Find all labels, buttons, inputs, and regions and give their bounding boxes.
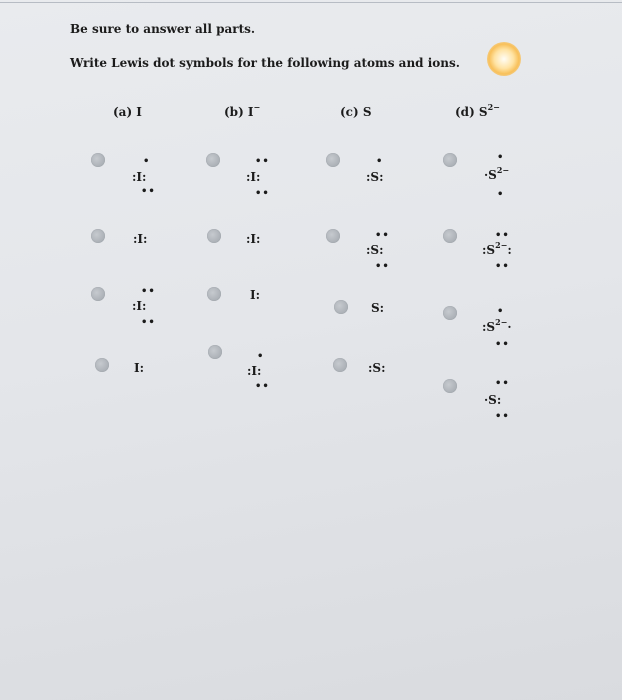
lewis-symbol-a4: I: [134,361,145,375]
dots-top: • [497,152,505,163]
lewis-symbol-c4: :S: [368,361,386,375]
lewis-symbol-d4: ·S: [484,393,502,407]
part-d-label: (d) $S^{2-}$ [455,102,500,119]
radio-b-option-1[interactable] [206,153,220,167]
radio-c-option-2[interactable] [326,229,340,243]
radio-d-option-4[interactable] [443,379,457,393]
lewis-symbol-b1: :I: [246,170,261,184]
radio-b-option-4[interactable] [208,345,222,359]
lewis-symbol-c1: :S: [366,170,384,184]
instruction-lewis: Write Lewis dot symbols for the following atoms and ions. [70,56,460,70]
radio-b-option-3[interactable] [207,287,221,301]
lewis-symbol-a2: :I: [133,232,148,246]
dots-bottom: •• [375,261,390,272]
light-glare [487,42,521,76]
lewis-symbol-a3: :I: [132,299,147,313]
dots-top: •• [495,230,510,241]
lewis-symbol-c3: S: [371,301,385,315]
page-top-border [0,2,622,3]
dots-top: •• [375,230,390,241]
radio-c-option-1[interactable] [326,153,340,167]
radio-a-option-3[interactable] [91,287,105,301]
radio-a-option-4[interactable] [95,358,109,372]
dots-bottom: •• [255,381,270,392]
dots-bottom: • [497,189,505,200]
radio-a-option-1[interactable] [91,153,105,167]
part-b-label: (b) I− [224,102,261,119]
dots-top: •• [255,156,270,167]
lewis-symbol-c2: :S: [366,243,384,257]
dots-bottom: •• [141,186,156,197]
lewis-symbol-b3: I: [250,288,261,302]
lewis-symbol-d2: $:S^{2-}$: [482,240,512,257]
lewis-symbol-a1: :I: [132,170,147,184]
instruction-answer-all: Be sure to answer all parts. [70,22,256,36]
dots-bottom: •• [495,261,510,272]
dots-top: • [376,156,384,167]
dots-bottom: •• [495,411,510,422]
radio-d-option-1[interactable] [443,153,457,167]
part-a-label: (a) I [113,105,142,119]
dots-top: •• [141,286,156,297]
part-c-label: (c) S [340,105,372,119]
dots-bottom: •• [141,317,156,328]
radio-c-option-4[interactable] [333,358,347,372]
dots-bottom: •• [255,188,270,199]
lewis-symbol-b4: :I: [247,364,262,378]
lewis-symbol-d3: $:S^{2-}\cdot$ [482,317,512,334]
lewis-symbol-b2: :I: [246,232,261,246]
lewis-symbol-d1: $\cdot S^{2-}$ [484,165,510,182]
radio-d-option-2[interactable] [443,229,457,243]
radio-c-option-3[interactable] [334,300,348,314]
dots-top: • [257,351,265,362]
radio-a-option-2[interactable] [91,229,105,243]
dots-bottom: •• [495,339,510,350]
radio-d-option-3[interactable] [443,306,457,320]
dots-top: • [497,306,505,317]
dots-top: •• [495,378,510,389]
dots-top: • [143,156,151,167]
radio-b-option-2[interactable] [207,229,221,243]
